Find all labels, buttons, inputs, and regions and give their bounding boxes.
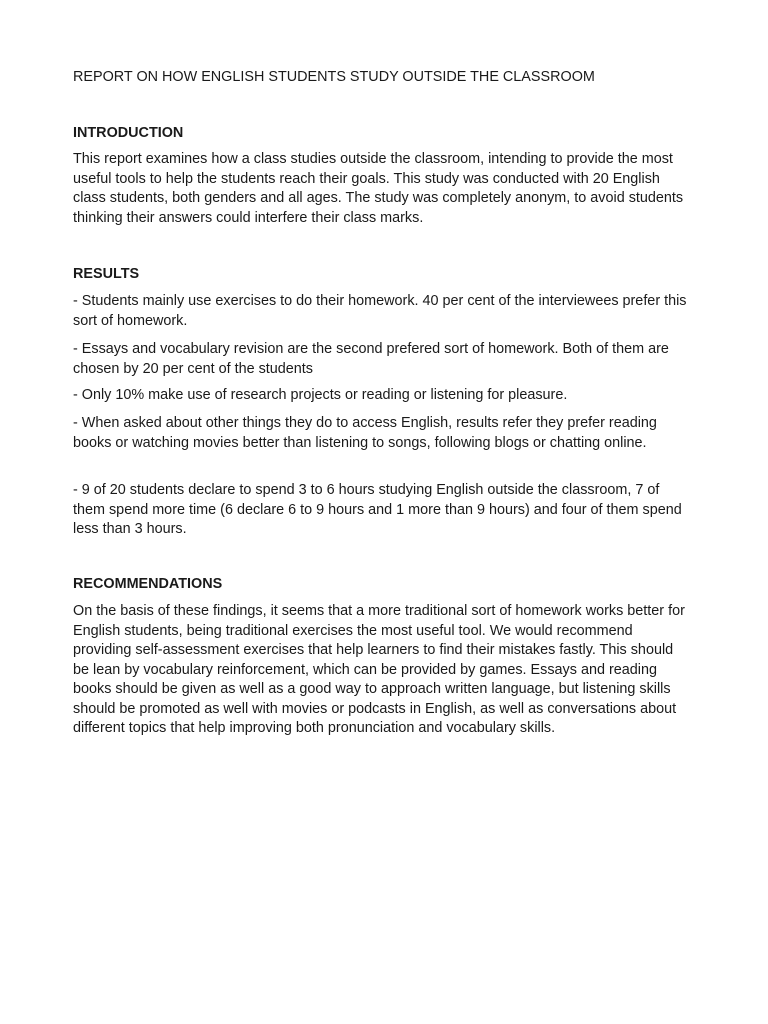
recommendations-heading: RECOMMENDATIONS: [73, 576, 223, 592]
results-item: - Students mainly use exercises to do their homework. 40 per cent of the interviewees prefer this sort of homework.: [73, 293, 687, 329]
results-item: - When asked about other things they do to access English, results refer they prefer reading books or watching movies better than listening to songs, following blogs or chatting online.: [73, 415, 657, 451]
introduction-heading: INTRODUCTION: [73, 125, 184, 141]
results-heading: RESULTS: [73, 266, 140, 282]
results-item: - Essays and vocabulary revision are the second prefered sort of homework. Both of them are chosen by 20 per cent of the students: [73, 341, 669, 377]
introduction-paragraph: This report examines how a class studies outside the classroom, intending to provide the most useful tools to help the students reach their goals. This study was conducted with 20 English class students, both genders and all ages. The study was completely anonym, to avoid students thinking their answers could interfere their class marks.: [73, 151, 684, 226]
results-item: - 9 of 20 students declare to spend 3 to 6 hours studying English outside the classroom, 7 of them spend more time (6 declare 6 to 9 hours and 1 more than 9 hours) and four of them spend less than 3 hours.: [73, 482, 682, 537]
recommendations-paragraph: On the basis of these findings, it seems that a more traditional sort of homework works better for English students, being traditional exercises the most useful tool. We would recommend providing self-assessment exercises that help learners to find their mistakes fastly. This should be lean by vocabulary reinforcement, which can be provided by games. Essays and reading books should be given as well as a good way to approach written language, but listening skills should be promoted as well with movies or podcasts in English, as well as conversations about different topics that help improving both pronunciation and vocabulary skills.: [73, 603, 685, 736]
results-item: - Only 10% make use of research projects or reading or listening for pleasure.: [73, 387, 568, 403]
document-title: REPORT ON HOW ENGLISH STUDENTS STUDY OUTSIDE THE CLASSROOM: [73, 69, 595, 85]
